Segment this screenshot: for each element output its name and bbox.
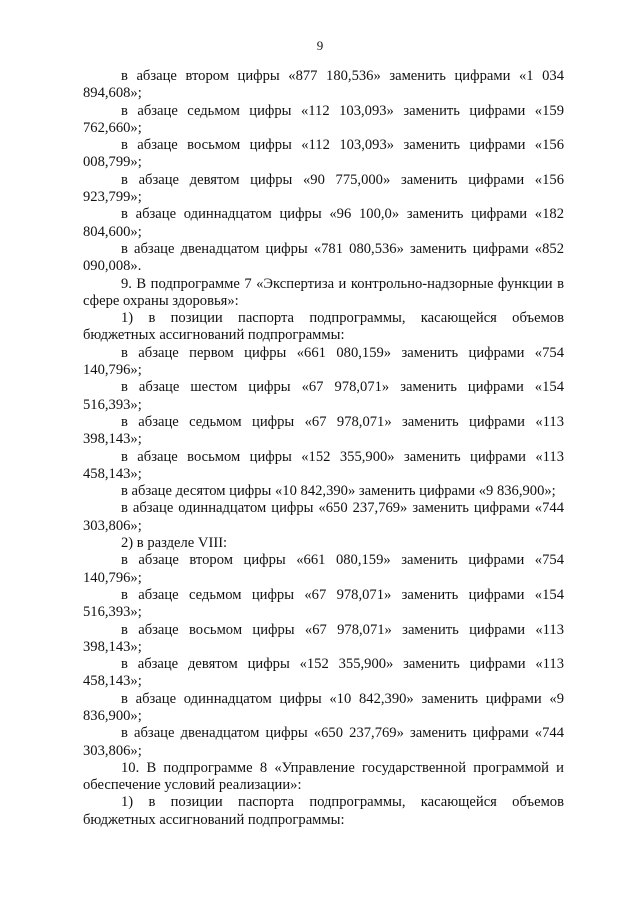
- page-number: 9: [316, 38, 324, 53]
- paragraph: в абзаце десятом цифры «10 842,390» заменить цифрами «9 836,900»;: [121, 483, 556, 500]
- paragraph: в абзаце первом цифры «661 080,159» заменить цифрами «754 140,796»;: [83, 344, 564, 379]
- paragraph: в абзаце девятом цифры «90 775,000» заменить цифрами «156 923,799»;: [83, 171, 564, 206]
- paragraph: в абзаце восьмом цифры «152 355,900» заменить цифрами «113 458,143»;: [83, 448, 564, 482]
- paragraph: в абзаце седьмом цифры «112 103,093» заменить цифрами «159 762,660»;: [83, 102, 564, 136]
- paragraph: в абзаце шестом цифры «67 978,071» заменить цифрами «154 516,393»;: [83, 379, 564, 413]
- section-heading: 9. В подпрограмме 7 «Экспертиза и контрольно-надзорные функции в сфере охраны здоровья»:: [83, 275, 564, 309]
- paragraph: 2) в разделе VIII:: [121, 535, 228, 552]
- paragraph: в абзаце восьмом цифры «67 978,071» заменить цифрами «113 398,143»;: [83, 621, 564, 655]
- paragraph: в абзаце двенадцатом цифры «781 080,536» заменить цифрами «852 090,008».: [83, 240, 564, 275]
- paragraph: в абзаце одиннадцатом цифры «650 237,769» заменить цифрами «744 303,806»;: [83, 500, 564, 534]
- paragraph: в абзаце двенадцатом цифры «650 237,769» заменить цифрами «744 303,806»;: [83, 725, 564, 759]
- document-body: [83, 68, 564, 829]
- section-heading: 10. В подпрограмме 8 «Управление государственной программой и обеспечение условий реализации»:: [83, 759, 564, 794]
- paragraph: 1) в позиции паспорта подпрограммы, касающейся объемов бюджетных ассигнований подпрограммы:: [83, 794, 564, 828]
- paragraph: в абзаце девятом цифры «152 355,900» заменить цифрами «113 458,143»;: [83, 656, 564, 690]
- paragraph: в абзаце одиннадцатом цифры «96 100,0» заменить цифрами «182 804,600»;: [83, 206, 564, 240]
- paragraph: в абзаце одиннадцатом цифры «10 842,390» заменить цифрами «9 836,900»;: [83, 690, 564, 724]
- paragraph: в абзаце седьмом цифры «67 978,071» заменить цифрами «113 398,143»;: [83, 413, 564, 448]
- paragraph: 1) в позиции паспорта подпрограммы, касающейся объемов бюджетных ассигнований подпрограммы:: [83, 310, 564, 344]
- paragraph: в абзаце втором цифры «661 080,159» заменить цифрами «754 140,796»;: [83, 552, 564, 586]
- paragraph: в абзаце втором цифры «877 180,536» заменить цифрами «1 034 894,608»;: [83, 68, 564, 102]
- paragraph: в абзаце седьмом цифры «67 978,071» заменить цифрами «154 516,393»;: [83, 586, 564, 621]
- paragraph: в абзаце восьмом цифры «112 103,093» заменить цифрами «156 008,799»;: [83, 137, 564, 171]
